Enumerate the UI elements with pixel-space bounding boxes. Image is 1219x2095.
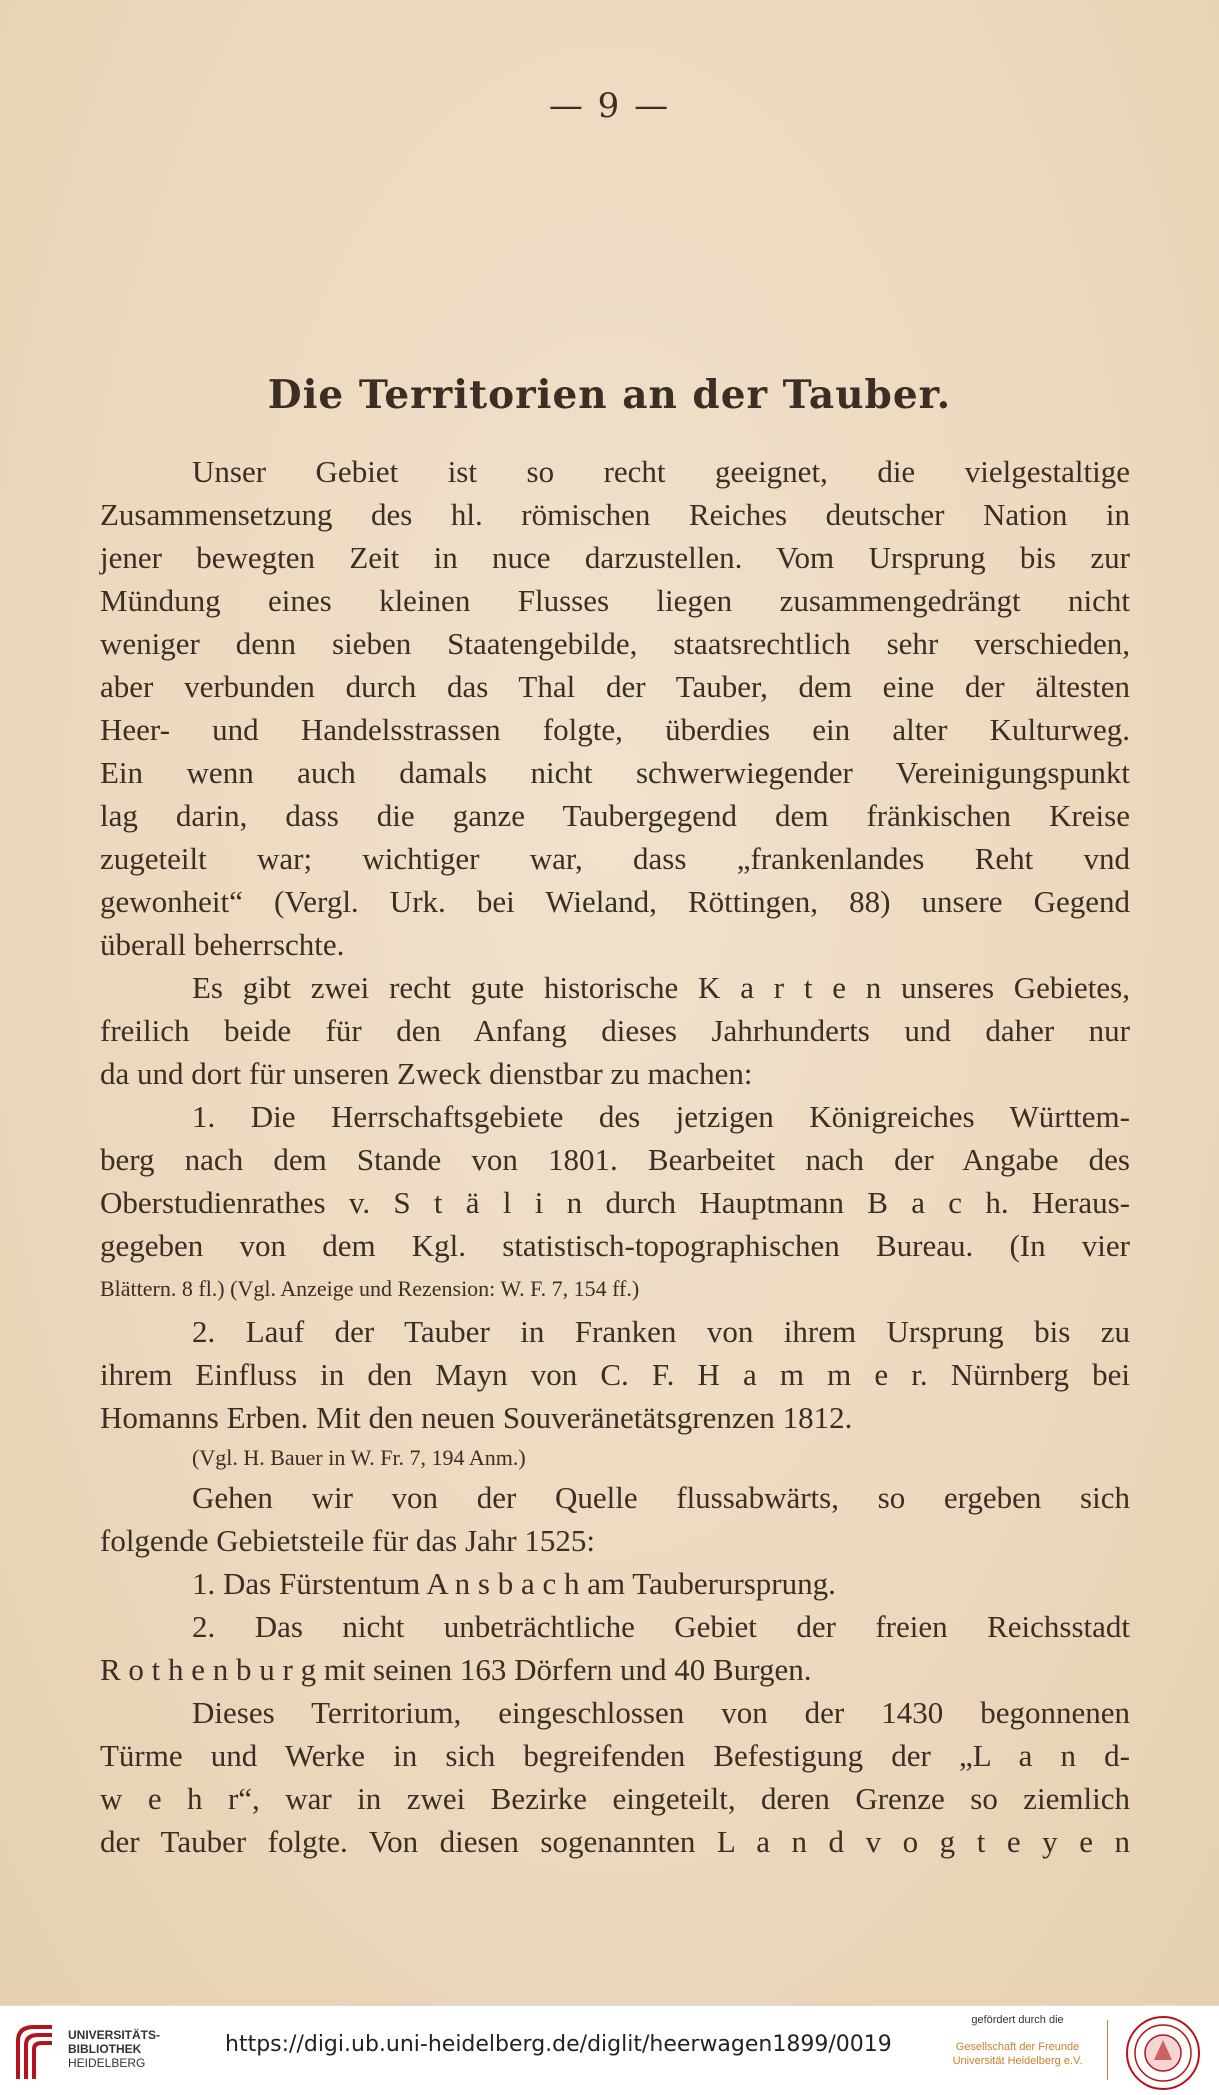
sponsor-name — [935, 2040, 1100, 2068]
text-line: Ein wenn auch damals nicht schwerwiegender Vereinigungspunkt — [100, 755, 1130, 790]
university-seal-icon — [1124, 2014, 1202, 2092]
text-line: 2. Das nicht unbeträchtliche Gebiet der freien Reichsstadt — [192, 1609, 1130, 1644]
text-line: Heer- und Handelsstrassen folgte, überdies ein alter Kulturweg. — [100, 712, 1130, 747]
text-line: Homanns Erben. Mit den neuen Souveränetätsgrenzen 1812. — [100, 1400, 853, 1435]
permalink-url[interactable]: https://digi.ub.uni-heidelberg.de/diglit/heerwagen1899/0019 — [225, 2032, 892, 2057]
footer-divider — [1107, 2020, 1108, 2080]
text-line: freilich beide für den Anfang dieses Jahrhunderts und daher nur — [100, 1013, 1130, 1048]
text-line: der Tauber folgte. Von diesen sogenannten L a n d v o g t e y e n — [100, 1824, 1130, 1859]
text-line: Dieses Territorium, eingeschlossen von der 1430 begonnenen — [192, 1695, 1130, 1730]
text-line: überall beherrschte. — [100, 927, 345, 962]
sponsor-name-line: Universität Heidelberg e.V. — [952, 2055, 1083, 2067]
text-line: Zusammensetzung des hl. römischen Reiches deutscher Nation in — [100, 497, 1130, 532]
library-name-line: BIBLIOTHEK — [68, 2042, 142, 2056]
library-name-line: HEIDELBERG — [68, 2056, 146, 2070]
text-line: R o t h e n b u r g mit seinen 163 Dörfern und 40 Burgen. — [100, 1652, 812, 1687]
text-line: 1. Die Herrschaftsgebiete des jetzigen Königreiches Württem- — [192, 1099, 1130, 1134]
text-line: Oberstudienrathes v. S t ä l i n durch Hauptmann B a c h. Heraus- — [100, 1185, 1130, 1220]
text-line: Mündung eines kleinen Flusses liegen zusammengedrängt nicht — [100, 583, 1130, 618]
sponsor-name-line: Gesellschaft der Freunde — [955, 2041, 1080, 2053]
page-number: — 9 — — [548, 86, 671, 126]
chapter-title: Die Territorien an der Tauber. — [267, 372, 952, 418]
text-line: 1. Das Fürstentum A n s b a c h am Tauberursprung. — [192, 1566, 836, 1601]
text-line: folgende Gebietsteile für das Jahr 1525: — [100, 1523, 595, 1558]
text-line: Blättern. 8 fl.) (Vgl. Anzeige und Rezension: W. F. 7, 154 ff.) — [100, 1276, 640, 1301]
text-line: 2. Lauf der Tauber in Franken von ihrem Ursprung bis zu — [192, 1314, 1130, 1349]
footer-bar — [0, 2005, 1219, 2095]
sponsor-label: gefördert durch die — [971, 2014, 1064, 2026]
text-line: lag darin, dass die ganze Taubergegend dem fränkischen Kreise — [100, 798, 1130, 833]
library-name — [68, 2028, 160, 2070]
sponsor-credit[interactable] — [935, 2014, 1100, 2068]
library-logo-icon[interactable] — [12, 2021, 60, 2081]
text-line: da und dort für unseren Zweck dienstbar zu machen: — [100, 1056, 753, 1091]
text-line: zugeteilt war; wichtiger war, dass „frankenlandes Reht vnd — [100, 841, 1130, 876]
text-line: berg nach dem Stande von 1801. Bearbeitet nach der Angabe des — [100, 1142, 1130, 1177]
text-line: (Vgl. H. Bauer in W. Fr. 7, 194 Anm.) — [192, 1445, 526, 1470]
text-line: aber verbunden durch das Thal der Tauber, dem eine der ältesten — [100, 669, 1130, 704]
text-line: Gehen wir von der Quelle flussabwärts, so ergeben sich — [192, 1480, 1130, 1515]
text-line: w e h r“, war in zwei Bezirke eingeteilt, deren Grenze so ziemlich — [100, 1781, 1130, 1816]
text-line: gewonheit“ (Vergl. Urk. bei Wieland, Röttingen, 88) unsere Gegend — [100, 884, 1130, 919]
text-line: gegeben von dem Kgl. statistisch-topographischen Bureau. (In vier — [100, 1228, 1130, 1263]
text-line: Türme und Werke in sich begreifenden Befestigung der „L a n d- — [100, 1738, 1130, 1773]
text-line: Unser Gebiet ist so recht geeignet, die vielgestaltige — [192, 454, 1130, 489]
text-line: jener bewegten Zeit in nuce darzustellen. Vom Ursprung bis zur — [100, 540, 1130, 575]
library-name-line: UNIVERSITÄTS- — [68, 2028, 161, 2042]
text-line: Es gibt zwei recht gute historische K a r t e n unseres Gebietes, — [192, 970, 1130, 1005]
text-line: weniger denn sieben Staatengebilde, staatsrechtlich sehr verschieden, — [100, 626, 1130, 661]
text-line: ihrem Einfluss in den Mayn von C. F. H a m m e r. Nürnberg bei — [100, 1357, 1130, 1392]
